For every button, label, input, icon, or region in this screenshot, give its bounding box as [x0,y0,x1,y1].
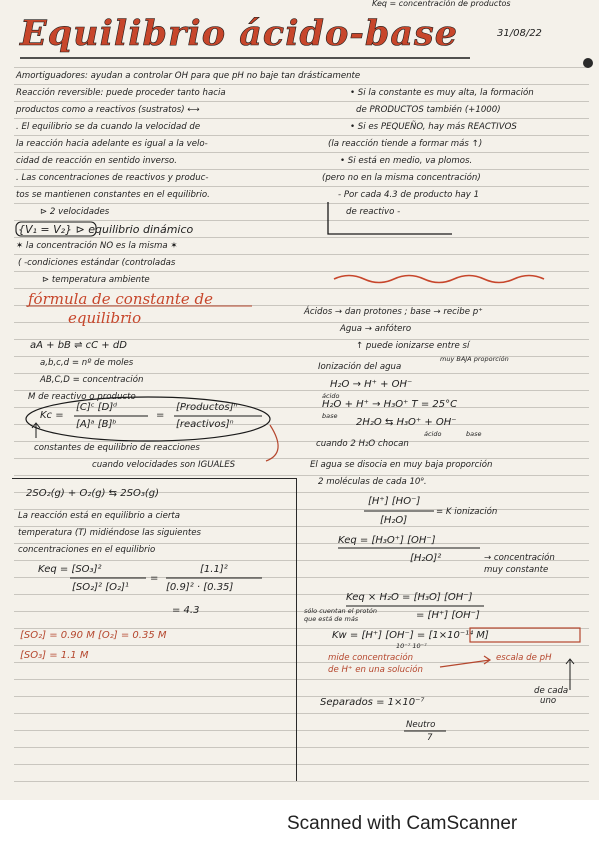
up-arrow-icon [32,423,40,438]
text-line: constantes de equilibrio de reacciones [34,443,200,453]
h-equation: = [H⁺] [OH⁻] [416,610,480,621]
water-equation: 2H₂O ⇆ H₃O⁺ + OH⁻ [356,417,457,428]
concentration-values: [SO₂] = 0.90 M [O₂] = 0.35 M [20,630,167,641]
kc-numerator: [C]ᶜ [D]ᵈ [76,402,118,413]
bracket [328,202,452,234]
text-line: El agua se disocia en muy baja proporción [310,460,493,470]
small-note: sólo cuentan el protón [304,607,378,615]
header-note: Keq = concentración de productos [372,0,511,8]
text-line: • Si es PEQUEÑO, hay más REACTIVOS [350,122,517,132]
exponents: 10⁻⁷ 10⁻⁷ [396,642,427,650]
text-line: de H⁺ en una solución [328,665,423,675]
text-line: Ionización del agua [318,362,402,372]
text-line: cuando 2 H₂O chocan [316,439,409,449]
red-arrow-icon [440,656,490,667]
text-line: {V₁ = V₂} ⊳ equilibrio dinámico [18,223,194,236]
red-arrow-icon [266,425,278,461]
example-reaction: 2SO₂(g) + O₂(g) ⇆ 2SO₃(g) [26,488,159,499]
kion-denominator: [H₂O] [380,515,408,526]
text-line: → concentración [484,553,555,563]
text-line: La reacción está en equilibrio a cierta [18,511,181,521]
keq-h2o: Keq × H₂O = [H₃O] [OH⁻] [346,592,473,603]
text-line: 7 [427,733,433,743]
text-line: productos como a reactivos (sustratos) ⟷ [16,105,200,115]
text-line: • Si está en medio, va plomos. [340,156,473,166]
text-line: uno [540,696,557,706]
text-line: ( -condiciones estándar (controladas [18,258,176,268]
page-title: Equilibrio ácido-base [20,13,458,54]
wavy-divider [334,276,544,283]
text-line: de cada [534,686,569,696]
label-base: base [322,412,338,420]
keq-denominator: [SO₂]² [O₂]¹ [72,582,129,593]
equals-sign: = [150,573,159,584]
kc-label: Kc = [40,410,64,421]
text-line: Neutro [406,720,436,730]
equals-sign: = [156,410,165,421]
text-line: la reacción hacia adelante es igual a la velo- [16,139,208,149]
concentration-values: [SO₃] = 1.1 M [20,650,89,661]
label-base: base [466,430,482,438]
keq-result: = 4.3 [172,605,200,616]
label-acido: ácido [424,430,442,438]
water-equation: H₂O + H⁺ → H₃O⁺ T = 25°C [322,399,458,410]
kw-equation: Kw = [H⁺] [OH⁻] = [1×10⁻¹⁴ M] [332,630,489,641]
label-acido: ácido [322,392,340,400]
text-line: Ácidos → dan protones ; base → recibe p⁺ [304,307,483,317]
text-line: escala de pH [496,653,552,663]
text-line: (la reacción tiende a formar más ↑) [328,139,483,149]
text-line: . El equilibrio se da cuando la velocidad de [16,122,201,132]
text-line: • Si la constante es muy alta, la formación [350,88,534,98]
text-line: ✶ la concentración NO es la misma ✶ [16,241,178,251]
kc-circle [26,397,270,441]
text-line: Amortiguadores: ayudan a controlar OH para que pH no baje tan drásticamente [16,71,361,81]
text-line: muy BAJA proporción [440,355,509,363]
text-line: . Las concentraciones de reactivos y produc- [16,173,209,183]
kc-denominator: [A]ᵃ [B]ᵇ [76,419,117,430]
scanner-watermark: Scanned with CamScanner [287,813,518,834]
page-date: 31/08/22 [497,28,542,39]
keq-numerator: Keq = [SO₃]² [38,564,102,575]
keq-value-numerator: [1.1]² [200,564,228,575]
text-line: Reacción reversible: puede proceder tanto hacia [16,88,226,98]
text-line: 2 moléculas de cada 10⁹. [318,477,427,487]
text-line: cidad de reacción en sentido inverso. [16,156,177,166]
text-line: AB,C,D = concentración [40,375,144,385]
text-line: concentraciones en el equilibrio [18,545,156,555]
separados: Separados = 1×10⁻⁷ [320,697,425,708]
keq-water: Keq = [H₃O⁺] [OH⁻] [338,535,436,546]
text-line: ⊳ 2 velocidades [40,207,110,217]
text-line: tos se mantienen constantes en el equilibrio. [16,190,210,200]
text-line: - Por cada 4.3 de producto hay 1 [338,190,480,200]
text-line: ↑ puede ionizarse entre sí [356,341,470,351]
text-line: de reactivo - [346,207,401,217]
text-line: Agua → anfótero [340,324,412,334]
water-equation: H₂O → H⁺ + OH⁻ [330,379,413,390]
text-line: de PRODUCTOS también (+1000) [356,105,501,115]
section-heading: fórmula de constante de [28,290,213,308]
up-arrow-icon [566,659,574,690]
small-note: que está de más [304,615,359,623]
kc-products: [Productos]ⁿ [176,402,238,413]
kion-numerator: [H⁺] [HO⁻] [368,496,421,507]
kc-reactants: [reactivos]ⁿ [176,419,234,430]
section-heading: equilibrio [68,309,142,327]
reaction-equation: aA + bB ⇌ cC + dD [30,340,127,351]
text-line: a,b,c,d = nº de moles [40,358,134,368]
text-line: ⊳ temperatura ambiente [42,275,150,285]
text-line: cuando velocidades son IGUALES [92,460,236,470]
keq-value-denominator: [0.9]² · [0.35] [166,582,234,593]
text-line: muy constante [484,565,549,575]
text-line: M de reactivo o producto [28,392,136,402]
highlight-box [16,222,96,236]
text-line: = K ionización [436,507,498,517]
text-line: mide concentración [328,653,414,663]
text-line: temperatura (T) midiéndose las siguientes [18,528,202,538]
text-line: (pero no en la misma concentración) [322,173,481,183]
kw-box [470,628,580,642]
keq-water-denominator: [H₂O]² [410,553,442,564]
